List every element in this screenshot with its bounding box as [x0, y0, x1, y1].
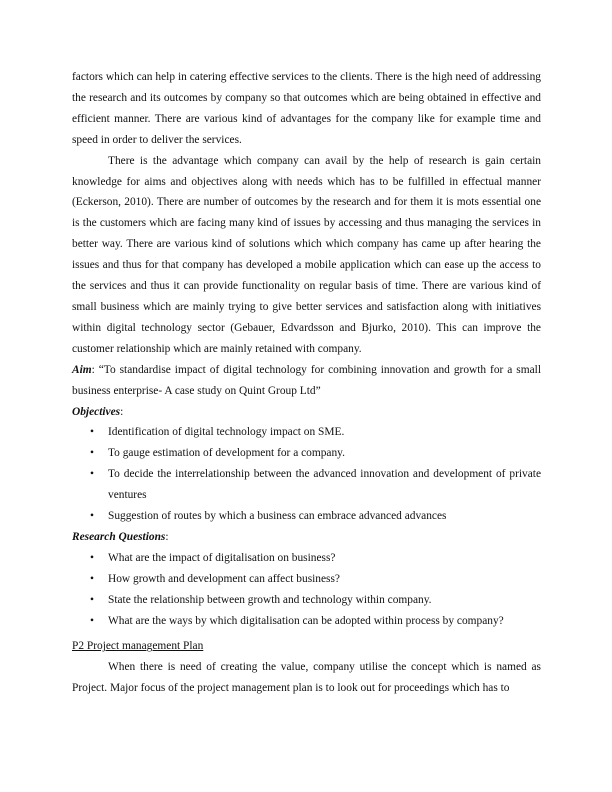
list-item: • State the relationship between growth and technology within company. [72, 590, 541, 611]
paragraph-1: factors which can help in catering effective services to the clients. There is the high need of addressing the research and its outcomes by company so that outcomes which are being obtained in effective and efficient manner. There are various kind of advantages for the company like for example time and speed in order to deliver the services. [72, 71, 541, 146]
list-item: • What are the impact of digitalisation on business? [72, 548, 541, 569]
research-questions-list [72, 548, 541, 632]
bullet-icon: • [90, 447, 94, 460]
section-heading: P2 Project management Plan [72, 640, 204, 653]
objectives-list [72, 422, 541, 527]
list-item: • Identification of digital technology impact on SME. [72, 422, 541, 443]
research-questions-heading: Research Questions: [72, 530, 169, 543]
list-item: • To decide the interrelationship between the advanced innovation and development of private ventures [72, 464, 541, 506]
list-item: • How growth and development can affect business? [72, 569, 541, 590]
bullet-icon: • [90, 572, 94, 585]
bullet-icon: • [90, 510, 94, 523]
objectives-heading: Objectives: [72, 405, 124, 418]
bullet-icon: • [90, 551, 94, 564]
bullet-icon: • [90, 468, 94, 481]
aim-text: : “To standardise impact of digital technology for combining innovation and growth for a small business enterprise- A case study on Quint Group Ltd” [72, 363, 541, 397]
aim-label: Aim [72, 363, 92, 376]
bullet-icon: • [90, 426, 94, 439]
list-item: • What are the ways by which digitalisation can be adopted within process by company? [72, 611, 541, 632]
aim-statement [72, 360, 541, 402]
list-item: • To gauge estimation of development for a company. [72, 443, 541, 464]
list-item: • Suggestion of routes by which a business can embrace advanced advances [72, 506, 541, 527]
bullet-icon: • [90, 614, 94, 627]
section-paragraph: When there is need of creating the value, company utilise the concept which is named as Project. Major focus of the project management plan is to look out for proceedings which has to [72, 661, 541, 695]
objectives-label: Objectives [72, 405, 121, 418]
research-questions-label: Research Questions [72, 530, 166, 543]
bullet-icon: • [90, 593, 94, 606]
paragraph-2: There is the advantage which company can avail by the help of research is gain certain knowledge for aims and objectives along with needs which has to be fulfilled in effectual manner (Eckerson, 2010). There are number of outcomes by the research and for them it is mots essential one is the customers which are facing many kind of issues by accessing and thus managing the services in better way. There are various kind of solutions which which company has came up after hearing the issues and thus for that company has developed a mobile application which can ease up the access to the services and thus it can provide functionality on regular basis of time. There are various kind of small business which are mainly trying to give better services and satisfaction along with initiatives within digital technology sector (Gebauer, Edvardsson and Bjurko, 2010). This can improve the customer relationship which are mainly retained with company. [72, 154, 541, 355]
document-page [72, 67, 541, 699]
